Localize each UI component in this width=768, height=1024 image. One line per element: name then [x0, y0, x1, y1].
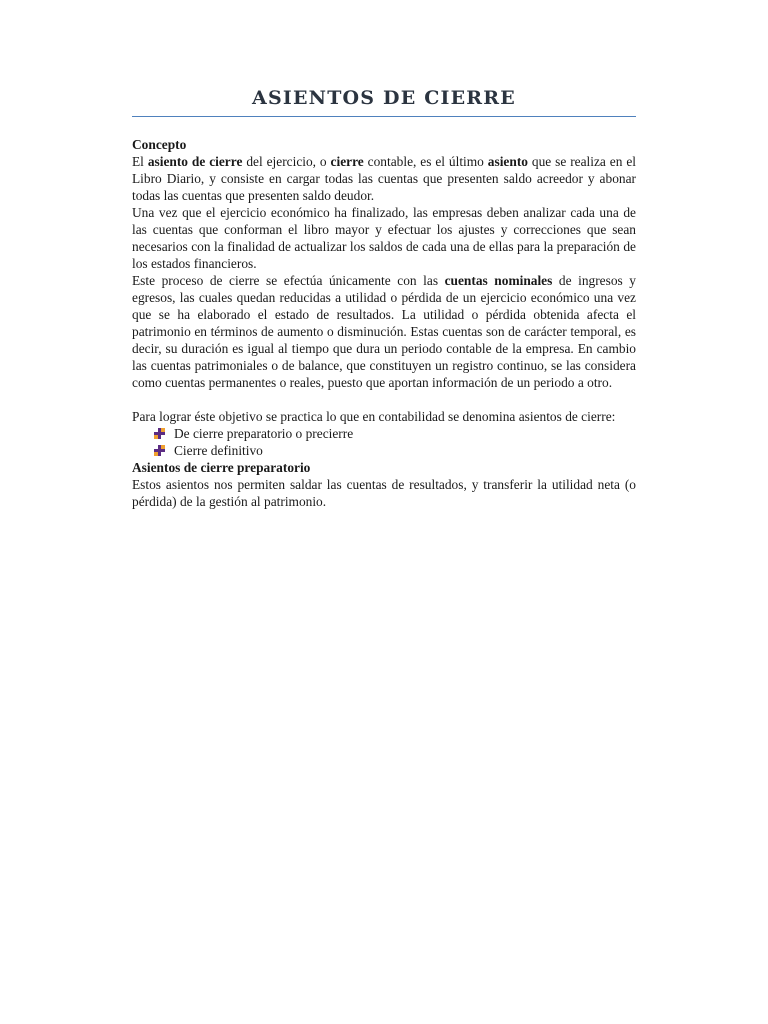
bullet-text: Cierre definitivo: [174, 443, 263, 458]
paragraph-3: [132, 272, 636, 391]
document-page: [132, 0, 636, 510]
title-underline: [132, 116, 636, 117]
p1-text-3: contable, es el último: [363, 154, 488, 169]
p1-text-4: que se realiza en el Libro Diario, y consiste en cargar todas las cuentas que presenten saldo acreedor y abonar todas las cuentas que presenten saldo deudor.: [132, 154, 636, 203]
concepto-heading: Concepto: [132, 137, 187, 152]
bullet-text: De cierre preparatorio o precierre: [174, 426, 354, 441]
p1-text-1: El: [132, 154, 148, 169]
list-item: [154, 442, 636, 459]
p1-bold-2: cierre: [330, 154, 364, 169]
paragraph-4: Para lograr éste objetivo se practica lo que en contabilidad se denomina asientos de cierre:: [132, 409, 616, 424]
p1-bold-1: asiento de cierre: [147, 154, 243, 169]
document-title: ASIENTOS DE CIERRE: [252, 87, 516, 109]
cross-bullet-icon: [154, 428, 165, 439]
document-body: [132, 136, 636, 510]
cross-bullet-icon: [154, 445, 165, 456]
p3-text-1: Este proceso de cierre se efectúa únicamente con las: [132, 273, 445, 288]
p1-text-2: del ejercicio, o: [242, 154, 331, 169]
bullet-list: [132, 425, 636, 459]
section-2-heading: Asientos de cierre preparatorio: [132, 460, 311, 475]
p3-text-2: de ingresos y egresos, las cuales quedan reducidas a utilidad o pérdida de un ejercicio económico una vez que se ha elaborado el estado de resultados. La utilidad o pérdida obtenida afecta el patrimonio en términos de aumento o disminución. Estas cuentas son de carácter temporal, es decir, su duración es igual al tiempo que dura un periodo contable de la empresa. En cambio las cuentas patrimoniales o de balance, que constituyen un registro continuo, se las considera como cuentas permanentes o reales, puesto que aportan información de un periodo a otro.: [132, 273, 636, 390]
blank-line: [132, 391, 636, 408]
list-item: [154, 425, 636, 442]
p3-bold-1: cuentas nominales: [444, 273, 553, 288]
paragraph-2: Una vez que el ejercicio económico ha finalizado, las empresas deben analizar cada una de las cuentas que conforman el libro mayor y efectuar los ajustes y correcciones que sean necesarios con la finalidad de actualizar los saldos de cada una de ellas para la preparación de los estados financieros.: [132, 205, 636, 271]
p1-bold-3: asiento: [487, 154, 528, 169]
paragraph-5: Estos asientos nos permiten saldar las cuentas de resultados, y transferir la utilidad neta (o pérdida) de la gestión al patrimonio.: [132, 477, 636, 509]
paragraph-1: [132, 153, 636, 204]
